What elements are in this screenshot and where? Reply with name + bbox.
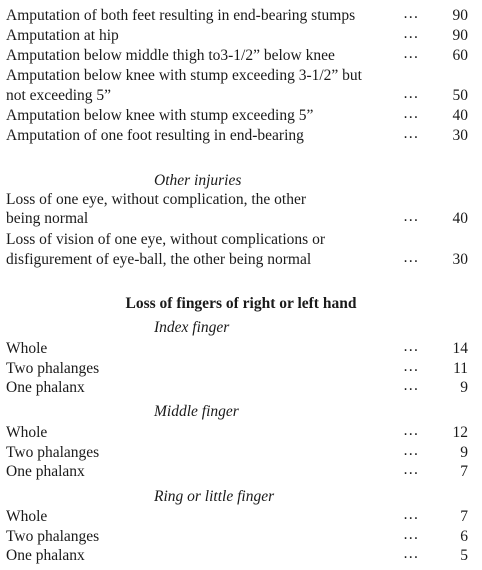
subheading-ring-little-finger: Ring or little finger	[154, 488, 275, 505]
section-heading-fingers: Loss of fingers of right or left hand	[125, 295, 357, 312]
table-row	[6, 26, 482, 46]
row-percentage: 6	[460, 528, 468, 545]
row-percentage: 90	[452, 27, 468, 44]
row-description: Amputation of one foot resulting in end-bearing	[6, 127, 304, 144]
table-row	[6, 86, 482, 106]
row-description: Amputation below knee with stump exceeding 5”	[6, 107, 314, 124]
table-row	[6, 209, 482, 229]
row-description: Amputation at hip	[6, 27, 119, 44]
row-percentage: 11	[453, 360, 468, 377]
row-description: Amputation below knee with stump exceeding 3-1/2” but	[6, 67, 362, 84]
section-heading-other-injuries: Other injuries	[154, 172, 242, 189]
row-percentage: 60	[452, 47, 468, 64]
subheading-index-finger: Index finger	[154, 319, 230, 336]
leader-dots: …	[403, 338, 420, 355]
table-row	[6, 6, 482, 26]
row-description: Two phalanges	[6, 444, 100, 461]
row-description: One phalanx	[6, 547, 85, 564]
table-row-continued	[6, 230, 482, 250]
row-percentage: 5	[460, 547, 468, 564]
table-row	[6, 462, 482, 482]
table-row	[6, 546, 482, 566]
row-description: One phalanx	[6, 463, 85, 480]
leader-dots: …	[403, 85, 420, 102]
row-percentage: 90	[452, 7, 468, 24]
table-row-continued	[6, 66, 482, 86]
leader-dots: …	[403, 249, 420, 266]
row-description: being normal	[6, 210, 89, 227]
row-percentage: 30	[452, 251, 468, 268]
row-percentage: 50	[452, 87, 468, 104]
row-percentage: 40	[452, 210, 468, 227]
row-description: Loss of vision of one eye, without complications or	[6, 231, 325, 248]
leader-dots: …	[403, 45, 420, 62]
leader-dots: …	[403, 422, 420, 439]
row-percentage: 9	[460, 444, 468, 461]
leader-dots: …	[403, 125, 420, 142]
leader-dots: …	[403, 25, 420, 42]
table-row	[6, 126, 482, 146]
leader-dots: …	[403, 545, 420, 562]
row-percentage: 9	[460, 379, 468, 396]
row-description: Two phalanges	[6, 528, 100, 545]
row-description: Whole	[6, 508, 48, 525]
leader-dots: …	[403, 461, 420, 478]
row-percentage: 14	[452, 340, 468, 357]
row-percentage: 7	[460, 463, 468, 480]
row-description: Two phalanges	[6, 360, 100, 377]
row-description: disfigurement of eye-ball, the other being normal	[6, 251, 312, 268]
row-description: not exceeding 5”	[6, 87, 112, 104]
row-percentage: 7	[460, 508, 468, 525]
leader-dots: …	[403, 358, 420, 375]
row-description: Whole	[6, 424, 48, 441]
row-description: Loss of one eye, without complication, the other	[6, 191, 307, 208]
table-row	[6, 507, 482, 527]
table-row	[6, 250, 482, 270]
subheading-middle-finger: Middle finger	[154, 403, 239, 420]
table-row	[6, 423, 482, 443]
row-percentage: 30	[452, 127, 468, 144]
leader-dots: …	[403, 377, 420, 394]
leader-dots: …	[403, 526, 420, 543]
row-percentage: 12	[452, 424, 468, 441]
table-row	[6, 106, 482, 126]
row-description: Whole	[6, 340, 48, 357]
row-description: One phalanx	[6, 379, 85, 396]
row-percentage: 40	[452, 107, 468, 124]
leader-dots: …	[403, 208, 420, 225]
leader-dots: …	[403, 105, 420, 122]
row-description: Amputation of both feet resulting in end-bearing stumps	[6, 7, 356, 24]
table-row	[6, 378, 482, 398]
table-row	[6, 339, 482, 359]
leader-dots: …	[403, 5, 420, 22]
table-row	[6, 46, 482, 66]
row-description: Amputation below middle thigh to3-1/2” below knee	[6, 47, 335, 64]
leader-dots: …	[403, 506, 420, 523]
leader-dots: …	[403, 442, 420, 459]
